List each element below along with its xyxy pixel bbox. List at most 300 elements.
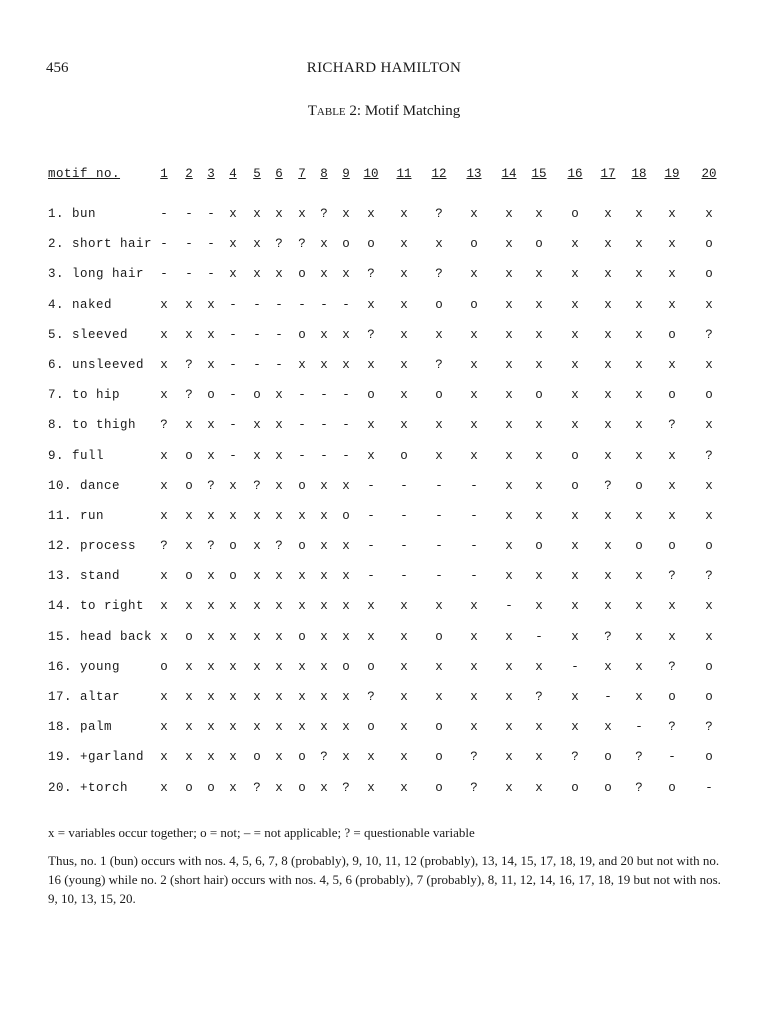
column-header: 8 [320, 167, 328, 181]
table-cell: x [505, 357, 513, 372]
table-cell: x [604, 237, 612, 252]
table-cell: x [635, 357, 643, 372]
table-cell: x [470, 448, 478, 463]
table-cell: ? [367, 690, 375, 704]
column-header: 13 [466, 167, 482, 181]
table-cell: ? [668, 569, 676, 584]
table-cell: x [505, 207, 513, 221]
table-cell: x [604, 267, 612, 282]
row-label: 6. unsleeved [48, 357, 145, 372]
table-cell: o [668, 780, 676, 795]
table-cell: o [367, 388, 375, 403]
page-number: 456 [46, 60, 69, 76]
table-cell: - [160, 207, 168, 221]
table-cell: - [229, 448, 237, 463]
table-cell: x [604, 297, 612, 312]
column-header: 10 [363, 167, 379, 181]
table-cell: x [275, 478, 283, 493]
table-cell: x [253, 629, 261, 644]
column-header: 20 [701, 167, 717, 181]
table-cell: o [207, 388, 215, 403]
table-cell: x [367, 599, 375, 614]
table-cell: x [298, 599, 306, 614]
table-cell: - [571, 659, 579, 674]
table-cell: x [635, 267, 643, 282]
table-cell: x [367, 750, 375, 765]
table-cell: - [400, 569, 408, 584]
table-cell: x [400, 720, 408, 735]
table-cell: x [342, 750, 350, 765]
table-cell: x [207, 599, 215, 614]
table-cell: x [400, 297, 408, 312]
table-cell: x [229, 659, 237, 674]
row-label: 5. sleeved [48, 327, 129, 342]
row-label: 15. head back [48, 629, 153, 644]
table-cell: o [435, 629, 443, 644]
table-cell: x [505, 237, 513, 252]
table-cell: x [185, 418, 193, 433]
table-cell: x [435, 237, 443, 252]
table-cell: x [207, 750, 215, 765]
table-cell: o [185, 478, 193, 493]
table-cell: x [505, 267, 513, 282]
table-cell: x [635, 659, 643, 674]
table-cell: x [604, 327, 612, 342]
table-cell: x [604, 448, 612, 463]
table-cell: o [160, 659, 168, 674]
table-cell: x [367, 629, 375, 644]
table-cell: o [367, 237, 375, 252]
column-header: 19 [664, 167, 680, 181]
table-cell: x [400, 418, 408, 433]
table-cell: x [535, 207, 543, 221]
table-cell: x [185, 750, 193, 765]
table-cell: x [470, 629, 478, 644]
table-cell: x [470, 599, 478, 614]
table-cell: o [635, 539, 643, 554]
table-cell: o [298, 629, 306, 644]
table-cell: x [668, 448, 676, 463]
table-cell: o [229, 569, 237, 584]
table-cell: o [668, 327, 676, 342]
table-cell: - [435, 539, 443, 554]
row-label: 4. naked [48, 297, 113, 312]
table-cell: ? [275, 237, 283, 252]
table-cell: o [298, 267, 306, 282]
table-cell: ? [275, 539, 283, 554]
table-cell: ? [705, 327, 713, 342]
table-cell: o [342, 508, 350, 523]
table-cell: o [705, 539, 713, 554]
table-cell: x [400, 267, 408, 282]
table-cell: x [535, 267, 543, 282]
table-cell: ? [705, 720, 713, 735]
table-cell: x [505, 448, 513, 463]
table-cell: x [185, 720, 193, 735]
column-header: 5 [253, 167, 261, 181]
table-cell: x [470, 357, 478, 372]
table-cell: x [635, 690, 643, 704]
table-cell: ? [367, 327, 375, 342]
table-cell: x [705, 478, 713, 493]
table-cell: - [367, 539, 375, 554]
table-cell: o [635, 478, 643, 493]
table-cell: x [535, 659, 543, 674]
table-cell: x [275, 448, 283, 463]
table-cell: ? [635, 750, 643, 765]
table-cell: x [604, 357, 612, 372]
table-cell: x [298, 508, 306, 523]
table-cell: x [342, 629, 350, 644]
table-cell: - [298, 448, 306, 463]
table-cell: x [207, 297, 215, 312]
column-header: 18 [631, 167, 647, 181]
table-caption-title: Motif Matching [364, 103, 461, 119]
table-cell: o [571, 478, 579, 493]
table-cell: - [435, 508, 443, 523]
table-cell: x [535, 418, 543, 433]
table-cell: o [207, 780, 215, 795]
table-cell: o [185, 448, 193, 463]
table-cell: x [342, 690, 350, 704]
column-header: 6 [275, 167, 283, 181]
table-cell: x [367, 297, 375, 312]
table-cell: x [535, 780, 543, 795]
table-cell: x [635, 448, 643, 463]
table-cell: - [320, 448, 328, 463]
table-cell: x [535, 297, 543, 312]
row-label: 3. long hair [48, 267, 145, 282]
table-cell: x [635, 418, 643, 433]
table-cell: - [320, 418, 328, 433]
column-header: 9 [342, 167, 350, 181]
table-cell: - [342, 448, 350, 463]
table-cell: - [229, 418, 237, 433]
table-cell: o [705, 750, 713, 765]
table-cell: - [229, 327, 237, 342]
table-cell: x [505, 508, 513, 523]
table-cell: x [229, 750, 237, 765]
table-cell: x [400, 659, 408, 674]
table-cell: x [571, 599, 579, 614]
table-cell: x [505, 569, 513, 584]
column-header: 7 [298, 167, 306, 181]
table-cell: ? [160, 418, 168, 433]
table-cell: x [571, 388, 579, 403]
table-cell: o [367, 720, 375, 735]
table-cell: x [400, 629, 408, 644]
table-cell: x [229, 478, 237, 493]
table-cell: x [320, 780, 328, 795]
table-cell: ? [604, 629, 612, 644]
table-cell: x [342, 599, 350, 614]
table-cell: x [275, 388, 283, 403]
table-cell: x [705, 297, 713, 312]
table-cell: ? [470, 750, 478, 765]
table-cell: x [604, 599, 612, 614]
table-cell: x [400, 690, 408, 704]
note: Thus, no. 1 (bun) occurs with nos. 4, 5, 6, 7, 8 (probably), 9, 10, 11, 12 (probably), 13, 14, 15, 17, 18, 19, and 20 but not with no. 16 (young) while no. 2 (short hair) occurs with nos. 4, 5, 6 (probably), 7 (probably), 8, 11, 12, 14, 16, 17, 18, 19 but not with nos. 9, 10, 13, 15, 20. [48, 853, 721, 906]
table-cell: x [185, 508, 193, 523]
table-cell: o [470, 297, 478, 312]
table-cell: x [275, 629, 283, 644]
column-header: 14 [501, 167, 517, 181]
table-cell: ? [367, 267, 375, 282]
table-cell: x [635, 629, 643, 644]
table-cell: x [400, 750, 408, 765]
table-cell: x [571, 508, 579, 523]
table-cell: ? [435, 267, 443, 282]
table-cell: ? [668, 720, 676, 735]
table-cell: x [535, 569, 543, 584]
table-cell: - [160, 237, 168, 252]
table-cell: o [185, 780, 193, 795]
table-cell: o [298, 539, 306, 554]
table-cell: x [668, 478, 676, 493]
table-cell: x [253, 599, 261, 614]
table-cell: o [367, 659, 375, 674]
table-cell: - [342, 388, 350, 403]
table-cell: x [207, 508, 215, 523]
table-cell: x [253, 508, 261, 523]
column-header: 11 [396, 167, 412, 181]
table-cell: o [535, 539, 543, 554]
table-cell: x [160, 388, 168, 403]
table-cell: ? [535, 690, 543, 704]
row-label: 9. full [48, 448, 105, 463]
table-cell: x [207, 690, 215, 704]
table-cell: x [207, 720, 215, 735]
table-cell: ? [207, 478, 215, 493]
table-cell: x [668, 237, 676, 252]
table-cell: x [705, 508, 713, 523]
table-cell: x [470, 388, 478, 403]
table-cell: o [229, 539, 237, 554]
row-label: 11. run [48, 508, 105, 523]
table-cell: x [635, 237, 643, 252]
table-cell: x [342, 207, 350, 221]
table-cell: x [604, 659, 612, 674]
table-cell: x [668, 207, 676, 221]
table-cell: - [275, 357, 283, 372]
row-label: 19. +garland [48, 750, 145, 765]
table-cell: x [367, 780, 375, 795]
table-cell: o [604, 780, 612, 795]
table-caption [0, 103, 768, 120]
table-cell: x [435, 418, 443, 433]
table-cell: x [604, 508, 612, 523]
table-cell: - [229, 297, 237, 312]
table-cell: x [298, 659, 306, 674]
table-cell: x [160, 720, 168, 735]
table-cell: o [668, 539, 676, 554]
table-cell: x [535, 448, 543, 463]
table-cell: x [320, 267, 328, 282]
table-cell: ? [185, 388, 193, 403]
table-cell: - [298, 388, 306, 403]
table-cell: - [253, 327, 261, 342]
row-label: 2. short hair [48, 237, 153, 252]
table-cell: x [298, 690, 306, 704]
table-cell: x [367, 448, 375, 463]
column-header: 3 [207, 167, 215, 181]
table-cell: x [320, 629, 328, 644]
table-cell: - [470, 539, 478, 554]
table-cell: - [207, 267, 215, 282]
table-cell: x [505, 388, 513, 403]
table-cell: x [320, 569, 328, 584]
table-cell: o [342, 237, 350, 252]
table-cell: x [320, 478, 328, 493]
running-head: RICHARD HAMILTON [306, 60, 462, 76]
table-cell: x [342, 357, 350, 372]
column-header: 17 [600, 167, 616, 181]
table-cell: x [207, 327, 215, 342]
table-cell: x [160, 599, 168, 614]
table-cell: ? [604, 478, 612, 493]
table-cell: x [535, 750, 543, 765]
table-cell: - [470, 478, 478, 493]
table-cell: o [435, 297, 443, 312]
table-cell: x [229, 599, 237, 614]
row-label: 16. young [48, 659, 121, 674]
table-cell: - [160, 267, 168, 282]
table-cell: o [705, 388, 713, 403]
table-cell: x [229, 267, 237, 282]
table-cell: x [505, 720, 513, 735]
row-label: 20. +torch [48, 780, 129, 795]
table-cell: ? [635, 780, 643, 795]
table-cell: o [253, 750, 261, 765]
table-cell: - [185, 267, 193, 282]
table-cell: o [535, 388, 543, 403]
table-cell: x [320, 237, 328, 252]
table-cell: x [505, 297, 513, 312]
table-cell: x [604, 418, 612, 433]
table-cell: x [320, 599, 328, 614]
table-cell: x [535, 720, 543, 735]
table-cell: x [207, 569, 215, 584]
table-cell: x [275, 750, 283, 765]
table-cell: - [298, 418, 306, 433]
table-cell: x [505, 780, 513, 795]
table-cell: x [400, 599, 408, 614]
column-header: 2 [185, 167, 193, 181]
table-cell: - [342, 418, 350, 433]
table-cell: x [229, 508, 237, 523]
table-cell: x [668, 508, 676, 523]
table-cell: x [320, 539, 328, 554]
table-cell: x [400, 207, 408, 221]
table-cell: - [275, 297, 283, 312]
table-cell: x [320, 327, 328, 342]
table-cell: x [604, 388, 612, 403]
row-label: 8. to thigh [48, 418, 137, 433]
table-cell: x [635, 327, 643, 342]
table-cell: x [253, 659, 261, 674]
table-cell: o [668, 388, 676, 403]
table-cell: x [435, 599, 443, 614]
table-cell: o [298, 750, 306, 765]
table-cell: - [253, 297, 261, 312]
table-cell: x [400, 357, 408, 372]
table-cell: x [160, 780, 168, 795]
table-cell: x [635, 569, 643, 584]
table-cell: x [207, 448, 215, 463]
table-cell: x [160, 327, 168, 342]
table-cell: x [635, 508, 643, 523]
table-cell: x [535, 478, 543, 493]
table-cell: - [635, 720, 643, 735]
column-header: 12 [431, 167, 447, 181]
row-label: 17. altar [48, 690, 121, 704]
table-cell: x [435, 659, 443, 674]
column-header: 1 [160, 167, 168, 181]
table-cell: ? [571, 750, 579, 765]
table-cell: x [320, 720, 328, 735]
table-cell: - [470, 569, 478, 584]
table-cell: x [253, 539, 261, 554]
table-cell: x [275, 780, 283, 795]
table-cell: x [160, 508, 168, 523]
table-cell: x [253, 720, 261, 735]
table-cell: x [435, 690, 443, 704]
table-cell: x [470, 659, 478, 674]
table-cell: o [571, 448, 579, 463]
table-cell: - [705, 780, 713, 795]
row-label: 7. to hip [48, 388, 121, 403]
table-cell: x [160, 357, 168, 372]
table-cell: x [160, 750, 168, 765]
table-cell: o [571, 780, 579, 795]
table-cell: x [668, 267, 676, 282]
table-cell: - [470, 508, 478, 523]
table-cell: x [229, 780, 237, 795]
table-cell: x [253, 448, 261, 463]
table-cell: x [571, 237, 579, 252]
table-cell: x [604, 569, 612, 584]
table-cell: - [367, 478, 375, 493]
table-cell: - [367, 508, 375, 523]
table-cell: x [320, 659, 328, 674]
table-cell: x [275, 690, 283, 704]
table-cell: x [571, 629, 579, 644]
table-cell: x [635, 207, 643, 221]
table-cell: - [253, 357, 261, 372]
table-cell: o [298, 780, 306, 795]
table-cell: x [535, 508, 543, 523]
table-cell: x [275, 659, 283, 674]
table-cell: x [298, 357, 306, 372]
table-cell: x [571, 690, 579, 704]
table-cell: x [705, 207, 713, 221]
table-cell: x [635, 388, 643, 403]
table-cell: x [635, 599, 643, 614]
column-header: 4 [229, 167, 237, 181]
table-cell: o [435, 388, 443, 403]
table-cell: - [400, 508, 408, 523]
table-cell: x [160, 690, 168, 704]
table-cell: x [160, 297, 168, 312]
table-cell: x [342, 267, 350, 282]
table-cell: x [320, 357, 328, 372]
table-cell: x [635, 297, 643, 312]
table-cell: - [185, 207, 193, 221]
table-cell: x [470, 720, 478, 735]
table-cell: - [229, 357, 237, 372]
table-cell: x [571, 418, 579, 433]
table-cell: o [470, 237, 478, 252]
